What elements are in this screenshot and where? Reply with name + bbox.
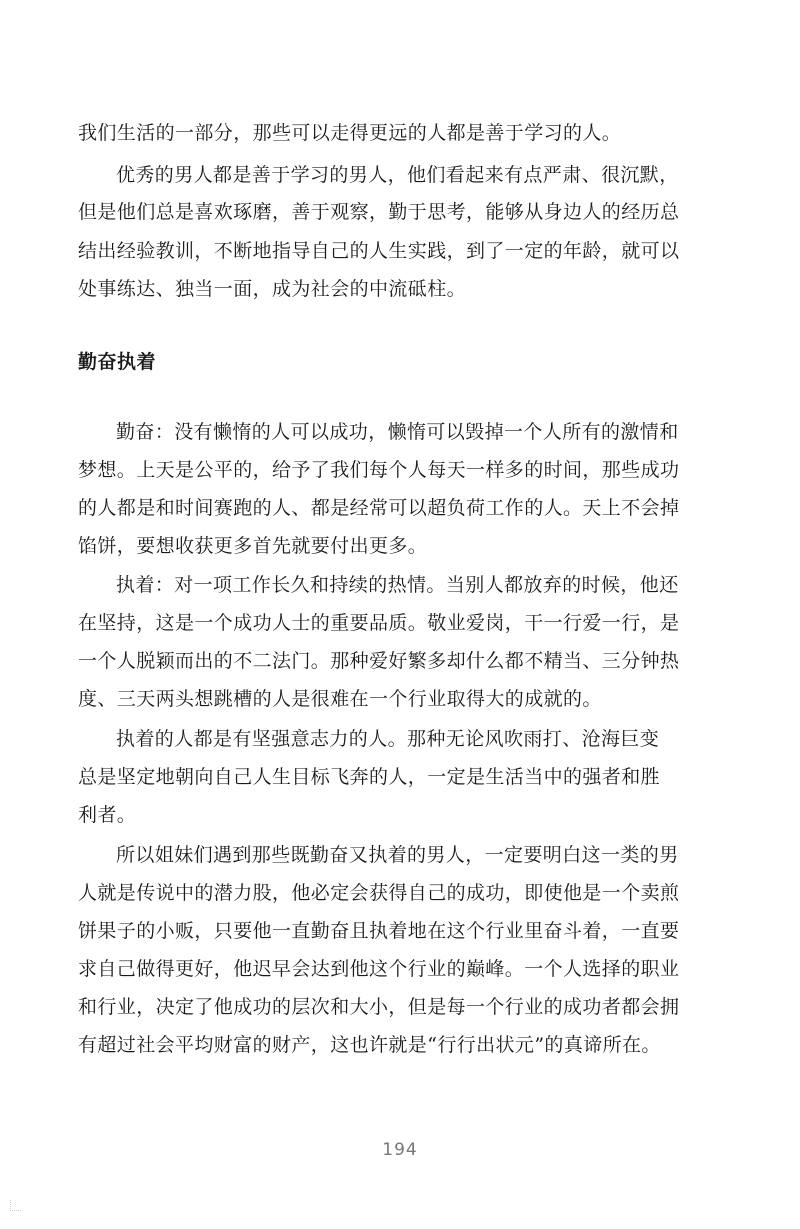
text-line: 结出经验教训，不断地指导自己的人生实践，到了一定的年龄，就可以 xyxy=(78,240,680,262)
text-line: 有超过社会平均财富的财产，这也许就是“行行出状元”的真谛所在。 xyxy=(78,1034,661,1056)
text-line: 所以姐妹们遇到那些既勤奋又执着的男人，一定要明白这一类的男 xyxy=(116,844,679,866)
text-line: 和行业，决定了他成功的层次和大小，但是每一个行业的成功者都会拥 xyxy=(78,996,680,1018)
text-line: 的人都是和时间赛跑的人、都是经常可以超负荷工作的人。天上不会掉 xyxy=(78,497,680,519)
text-line: 一个人脱颖而出的不二法门。那种爱好繁多却什么都不精当、三分钟热 xyxy=(78,650,680,672)
text-line: 总是坚定地朝向自己人生目标飞奔的人，一定是生活当中的强者和胜 xyxy=(78,766,661,788)
text-line: 在坚持，这是一个成功人士的重要品质。敬业爱岗，干一行爱一行，是 xyxy=(78,612,680,634)
text-line: 优秀的男人都是善于学习的男人，他们看起来有点严肃、很沉默， xyxy=(116,164,679,186)
text-line: 处事练达、独当一面，成为社会的中流砥柱。 xyxy=(78,278,467,300)
text-line: 饼果子的小贩，只要他一直勤奋且执着地在这个行业里奋斗着，一直要 xyxy=(78,920,680,942)
text-line: 求自己做得更好，他迟早会达到他这个行业的巅峰。一个人选择的职业 xyxy=(78,958,680,980)
text-line: 执着的人都是有坚强意志力的人。那种无论风吹雨打、沧海巨变 xyxy=(116,728,660,750)
text-line: 但是他们总是喜欢琢磨，善于观察，勤于思考，能够从身边人的经历总 xyxy=(78,201,680,223)
text-line: 馅饼，要想收获更多首先就要付出更多。 xyxy=(78,535,428,557)
text-line: 利者。 xyxy=(78,804,137,826)
text-line: 我们生活的一部分，那些可以走得更远的人都是善于学习的人。 xyxy=(78,122,622,144)
section-heading: 勤奋执着 xyxy=(78,351,157,373)
text-line: 人就是传说中的潜力股，他必定会获得自己的成功，即使他是一个卖煎 xyxy=(78,882,680,904)
text-line: 执着：对一项工作长久和持续的热情。当别人都放弃的时候，他还 xyxy=(116,574,679,596)
scan-corner-mark xyxy=(10,1200,21,1211)
page-number: 194 xyxy=(382,1140,418,1160)
text-line: 梦想。上天是公平的，给予了我们每个人每天一样多的时间，那些成功 xyxy=(78,459,680,481)
text-line: 度、三天两头想跳槽的人是很难在一个行业取得大的成就的。 xyxy=(78,688,602,710)
text-line: 勤奋：没有懒惰的人可以成功，懒惰可以毁掉一个人所有的激情和 xyxy=(116,421,679,443)
